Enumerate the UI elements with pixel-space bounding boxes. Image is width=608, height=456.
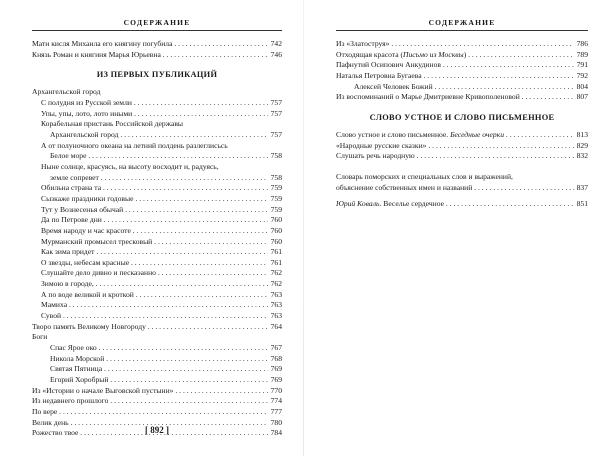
toc-entry-page: 760 [268, 215, 282, 226]
toc-entry [32, 290, 282, 301]
toc-entry-title: Мати кисля Михаила его княгину погубила [32, 39, 173, 48]
toc-entry [336, 141, 588, 152]
toc-entry-title: Да по Петрове дни [41, 215, 102, 225]
toc-entry [32, 162, 282, 173]
toc-entry [336, 50, 588, 61]
toc-entry [32, 258, 282, 269]
toc-entry-page: 813 [574, 130, 588, 141]
toc-entry-title: Велик день [32, 417, 69, 427]
toc-entry-title: Никола Морской [50, 353, 105, 363]
toc-entry [32, 247, 282, 258]
spacer [336, 162, 588, 172]
toc-entry [336, 39, 588, 50]
toc-entry-text: Наталья Петровна Бугаева [336, 70, 422, 80]
toc-entry-title [336, 92, 520, 101]
toc-entry [32, 343, 282, 354]
toc-entry [336, 199, 588, 210]
toc-entry-text: Отходящая красота ( [336, 49, 403, 59]
toc-entry-text: Слушать речь народную [336, 151, 415, 161]
toc-entry-text: Пафнутий Осипович Анкудинов [336, 60, 441, 70]
toc-entry-title: Словарь поморских и специальных слов и выражений, [336, 171, 513, 181]
toc-entry-page: 757 [268, 109, 282, 120]
toc-entry [336, 151, 588, 162]
header-rule [336, 30, 588, 31]
toc-entry-page: 792 [574, 71, 588, 82]
toc-entry [336, 60, 588, 71]
author-name: Юрий Коваль. [336, 199, 382, 209]
toc-subgroup [336, 130, 588, 162]
toc-entry-page: 762 [268, 268, 282, 279]
toc-entry-page: 761 [268, 258, 282, 269]
toc-entry-page: 807 [574, 92, 588, 103]
toc-entry [32, 141, 282, 152]
toc-entry-page: 742 [268, 39, 282, 50]
toc-entry-page: 791 [574, 60, 588, 71]
toc-entry-title: Рожество твое [32, 428, 79, 438]
toc-entry [32, 386, 282, 397]
toc-entry-page: 832 [574, 151, 588, 162]
toc-entry-text: ) [463, 49, 467, 59]
toc-subgroup [32, 98, 282, 322]
toc-entry-text: Слово устное и слово письменное. [336, 129, 451, 139]
running-header: СОДЕРЖАНИЕ [428, 18, 496, 27]
toc-entry-subtitle: Беседные очерки [450, 129, 505, 139]
page-number: [ 892 ] [145, 425, 169, 435]
toc-entry [32, 375, 282, 386]
toc-entry-page: 837 [574, 183, 588, 194]
toc-entry-page: 767 [268, 343, 282, 354]
toc-entry-page: 757 [268, 130, 282, 141]
toc-entry-text: «Народные русские сказки» [336, 140, 427, 150]
toc-entry-page: 761 [268, 247, 282, 258]
toc-entry [336, 92, 588, 103]
toc-subgroup [336, 39, 588, 103]
toc-entry-page: 758 [268, 151, 282, 162]
toc-entry [32, 215, 282, 226]
toc-entry-title: О звезды, небесам красные [41, 257, 130, 267]
toc-entry-title [336, 50, 466, 59]
running-header: СОДЕРЖАНИЕ [123, 18, 191, 27]
toc-entry-title: Спас Ярое око [50, 343, 97, 353]
toc-entry-page: 760 [268, 226, 282, 237]
toc-entry [336, 71, 588, 82]
toc-entry-title [336, 141, 426, 150]
toc-entry [32, 173, 282, 184]
header-rule [32, 30, 282, 31]
toc-entry-page: 763 [268, 290, 282, 301]
toc-entry-page: 851 [574, 199, 588, 210]
toc-entry-text: Алексей Человек Божий [354, 81, 433, 91]
right-page [336, 0, 588, 456]
toc-entry [32, 311, 282, 322]
toc-entry [336, 82, 588, 93]
toc-entry-title [354, 82, 433, 91]
toc-entry-page: 786 [574, 39, 588, 50]
toc-entry-title: Из недавнего прошлого [32, 396, 109, 406]
toc-entry-page: 769 [268, 364, 282, 375]
toc-entry [32, 279, 282, 290]
toc-list [32, 39, 282, 439]
toc-entry-title: Зимою в городе, [41, 279, 94, 289]
toc-entry [32, 151, 282, 162]
afterword-title: Веселье сердечное [381, 199, 444, 209]
toc-entry [32, 205, 282, 216]
toc-entry [32, 237, 282, 248]
toc-entry-title: Время народу и час красоте [41, 225, 131, 235]
toc-entry-title: А по воде великой и кроткой [41, 289, 134, 299]
toc-entry [32, 194, 282, 205]
toc-entry-title: Князь Роман и княгиня Марья Юрьевна [32, 49, 161, 59]
toc-entry-title: Мамиха [41, 300, 68, 310]
toc-entry [32, 396, 282, 407]
toc-entry-page: 763 [268, 311, 282, 322]
toc-entry [336, 130, 588, 141]
toc-entry [32, 119, 282, 130]
toc-entry-page: 758 [268, 173, 282, 184]
toc-group-heading: Архангельской город [32, 87, 101, 97]
toc-entry-page: 774 [268, 396, 282, 407]
toc-entry-title [336, 199, 444, 208]
toc-entry-page: 770 [268, 386, 282, 397]
toc-entry-title: Белое море [50, 151, 87, 161]
toc-entry-title: Сызкаже праздники годовые [41, 193, 134, 203]
toc-entry-page: 780 [268, 418, 282, 429]
toc-entry-title: Егорий Хоробрый [50, 375, 109, 385]
toc-entry-subtitle: Письмо из Москвы [403, 49, 464, 59]
toc-entry-title: Упы, упы, лото, лото иными [41, 108, 133, 118]
toc-entry-title: Ныне солнце, красуясь, на высоту восходит и, радуясь, [41, 161, 219, 171]
toc-entry [32, 226, 282, 237]
toc-entry-title [336, 151, 415, 160]
toc-entry-page: 829 [574, 141, 588, 152]
toc-entry [32, 50, 282, 61]
page-gutter [303, 0, 304, 456]
toc-entry-title [336, 39, 389, 48]
toc-entry [32, 39, 282, 50]
toc-entry-title: Тут у Вознесенья обычай [41, 204, 124, 214]
toc-entry [32, 268, 282, 279]
toc-entry-title: земле сопревет [50, 172, 99, 182]
toc-entry [336, 183, 588, 194]
toc-entry-title: Творо память Великому Новгороду [32, 321, 146, 331]
toc-entry-page: 777 [268, 407, 282, 418]
toc-entry-page: 759 [268, 183, 282, 194]
toc-entry-text: Из воспоминаний о Марье Дмитриевне Кривополеновой [336, 92, 520, 102]
toc-entry [32, 183, 282, 194]
toc-entry-title: А от полуночного океана на летний полдень разлеглисьсь [41, 140, 228, 150]
toc-entry [32, 98, 282, 109]
toc-entry-page: 759 [268, 194, 282, 205]
toc-entry-title: Слушайте дело дивно и пескаэанно [41, 268, 156, 278]
toc-entry [32, 130, 282, 141]
toc-entry-page: 789 [574, 50, 588, 61]
section-title: СЛОВО УСТНОЕ И СЛОВО ПИСЬМЕННОЕ [369, 112, 555, 122]
toc-entry [32, 300, 282, 311]
toc-entry-title: Обильна страна та [41, 183, 102, 193]
toc-entry-title: С полудня из Русской земли [41, 97, 132, 107]
toc-entry-title [336, 60, 441, 69]
toc-entry-text: Из «Златоструя» [336, 39, 390, 48]
toc-entry-page: 784 [268, 428, 282, 439]
toc-entry [32, 407, 282, 418]
toc-entry-page: 760 [268, 237, 282, 248]
toc-entry-title: Святая Пятница [50, 364, 103, 374]
toc-entry [32, 364, 282, 375]
toc-entry-title [336, 130, 504, 139]
toc-entry-page: 762 [268, 279, 282, 290]
toc-entry-page: 746 [268, 50, 282, 61]
toc-entry [32, 322, 282, 333]
section-title: ИЗ ПЕРВЫХ ПУБЛИКАЦИЙ [96, 70, 218, 80]
toc-entry-title: объяснение собственных имен и названий [336, 182, 473, 192]
toc-entry [336, 172, 588, 183]
toc-entry-page: 764 [268, 322, 282, 333]
toc-entry [32, 354, 282, 365]
toc-entry-page: 759 [268, 205, 282, 216]
toc-subgroup [32, 343, 282, 386]
toc-entry-title: По вере [32, 407, 58, 416]
toc-entry-page: 757 [268, 98, 282, 109]
toc-entry-page: 763 [268, 300, 282, 311]
toc-entry-page: 769 [268, 375, 282, 386]
left-page [32, 0, 282, 456]
toc-entry-page: 804 [574, 82, 588, 93]
toc-list [336, 39, 588, 210]
toc-entry-title: Корабельная пристань Российской державы [41, 119, 184, 129]
toc-entry-title: Как зима придет [41, 247, 95, 257]
toc-entry-page: 768 [268, 354, 282, 365]
toc-entry-title: Архангельской город [50, 129, 119, 139]
toc-entry-title [336, 71, 422, 80]
toc-entry [32, 109, 282, 120]
toc-group-heading: Боги [32, 332, 48, 342]
toc-entry-title: Из «Истории о начале Выговской пустыни» [32, 385, 174, 395]
toc-entry-title: Сувой [41, 311, 62, 321]
toc-entry-title: Мурманский промысел тресковый [41, 236, 153, 246]
